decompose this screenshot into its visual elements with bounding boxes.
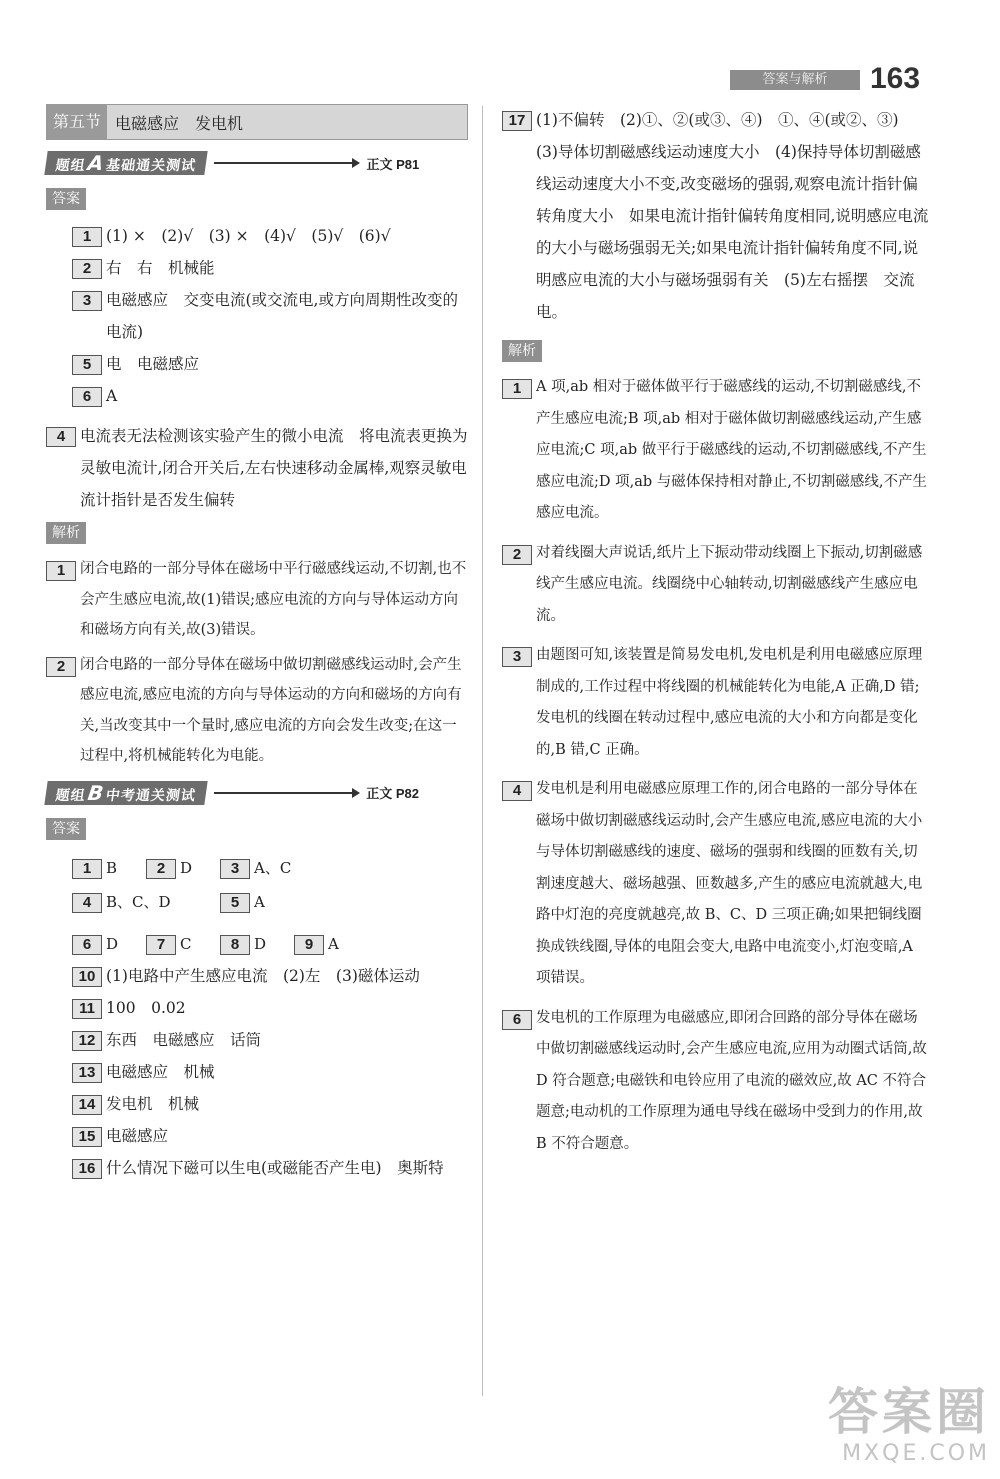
section-title	[46, 104, 468, 140]
item-number: 2	[46, 657, 76, 677]
group-a-header	[46, 150, 468, 176]
watermark-top: 答案圈	[828, 1383, 990, 1441]
group-b-letter: B	[86, 780, 106, 805]
item-text: A	[254, 892, 265, 911]
answers-b	[46, 960, 468, 1184]
list-item	[72, 1024, 468, 1056]
item-number: 6	[72, 935, 102, 955]
item-text: 发电机的工作原理为电磁感应,即闭合回路的部分导体在磁场中做切割磁感线运动时,会产生感应电流,应用为动圈式话筒,故 D 符合题意;电磁铁和电铃应用了电流的磁效应,故 AC 不符合题意;电动机的工作原理为通电导线在磁场中受到力的作用,故 B 不符合题意。	[536, 1009, 927, 1152]
answer-tag: 答案	[46, 818, 86, 840]
left-column	[46, 104, 468, 1184]
item-number: 2	[146, 859, 176, 879]
item-text: A 项,ab 相对于磁体做平行于磁感线的运动,不切割磁感线,不产生感应电流;B 项,ab 相对于磁体做切割磁感线运动,产生感应电流;C 项,ab 做平行于磁感线的运动,不切割磁感线,不产生感应电流;D 项,ab 与磁体保持相对静止,不切割磁感线,不产生感应电流。	[536, 379, 927, 521]
item-text: B	[106, 858, 118, 877]
watermark-logo	[750, 1383, 990, 1473]
item-text: D	[254, 934, 267, 953]
explain-tag: 解析	[46, 522, 86, 544]
answer-grid-cell	[146, 928, 220, 960]
answer-grid-cell	[220, 886, 294, 918]
answers-a	[46, 220, 468, 412]
list-item	[72, 1056, 468, 1088]
item-text: 由题图可知,该装置是简易发电机,发电机是利用电磁感应原理制成的,工作过程中将线圈的机械能转化为电能,A 正确,D 错;发电机的线圈在转动过程中,感应电流的大小和方向都是变化的,B 错,C 正确。	[536, 647, 923, 758]
item-number: 8	[220, 935, 250, 955]
answer-17	[502, 104, 930, 328]
item-number: 1	[72, 227, 102, 247]
list-item	[46, 650, 468, 772]
list-item	[72, 252, 468, 284]
list-item	[72, 220, 468, 252]
item-text: A	[106, 387, 118, 405]
list-item	[502, 774, 930, 995]
item-number: 5	[72, 355, 102, 375]
item-text: 什么情况下磁可以生电(或磁能否产生电) 奥斯特	[106, 1158, 444, 1177]
list-item	[502, 640, 930, 766]
item-number: 2	[502, 545, 532, 565]
group-a-ref: 正文 P81	[366, 156, 420, 172]
list-item	[72, 960, 468, 992]
item-text: 电磁感应	[106, 1126, 169, 1145]
list-item	[72, 1120, 468, 1152]
item-text: 对着线圈大声说话,纸片上下振动带动线圈上下振动,切割磁感线产生感应电流。线圈绕中心轴转动,切割磁感线产生感应电流。	[536, 544, 923, 624]
group-a-badge	[44, 151, 208, 175]
explain-b	[502, 372, 930, 1160]
item-number: 10	[72, 967, 102, 987]
item-number: 9	[294, 935, 324, 955]
answer-grid-cell	[72, 928, 146, 960]
column-divider	[482, 106, 483, 1396]
item-number: 16	[72, 1159, 102, 1179]
list-item	[46, 554, 468, 646]
item-text: 发电机 机械	[106, 1094, 200, 1113]
arrow-icon	[214, 792, 354, 794]
item-text: (1)不偏转 (2)①、②(或③、④) ①、④(或②、③) (3)导体切割磁感线运动速度大小 (4)保持导体切割磁感线运动速度大小不变,改变磁场的强弱,观察电流计指针偏转角度大小 如果电流计指针偏转角度相同,说明感应电流的大小与磁场强弱无关;如果电流计指针偏转角度不同,说明感应电流的大小与磁场强弱有关 (5)左右摇摆 交流电。	[536, 111, 929, 321]
explain-tag: 解析	[502, 340, 542, 362]
item-text: 东西 电磁感应 话筒	[106, 1030, 262, 1049]
item-text: 右 右 机械能	[106, 259, 215, 277]
group-a-pre: 题组	[54, 158, 87, 174]
watermark-bottom: MXQE.COM	[842, 1441, 990, 1466]
answer-grid-cell	[220, 852, 294, 884]
item-text: 闭合电路的一部分导体在磁场中平行磁感线运动,不切割,也不会产生感应电流,故(1)错误;感应电流的方向与导体运动方向和磁场方向有关,故(3)错误。	[80, 561, 467, 638]
group-b-post: 中考通关测试	[104, 787, 197, 804]
item-text: 电磁感应 交变电流(或交流电,或方向周期性改变的电流)	[106, 291, 458, 341]
item-text: B、C、D	[106, 892, 171, 911]
page-number: 163	[870, 62, 921, 95]
item-number: 5	[220, 893, 250, 913]
group-a-letter: A	[86, 151, 107, 175]
item-number: 3	[220, 859, 250, 879]
item-number: 6	[502, 1010, 532, 1030]
item-number: 4	[502, 781, 532, 801]
answer-grid-cell	[72, 852, 146, 884]
answer-grid-row	[46, 886, 468, 918]
item-text: A、C	[254, 858, 292, 877]
section-name: 电磁感应 发电机	[115, 113, 244, 133]
list-item	[502, 372, 930, 530]
item-number: 4	[46, 427, 76, 447]
right-column	[502, 104, 930, 1168]
item-number: 3	[502, 647, 532, 667]
section-number: 第五节	[47, 105, 107, 139]
list-item	[502, 1003, 930, 1161]
item-number: 13	[72, 1063, 102, 1083]
list-item	[72, 1088, 468, 1120]
item-number: 1	[502, 379, 532, 399]
arrow-icon	[214, 162, 354, 164]
item-number: 1	[46, 561, 76, 581]
item-text: 100 0.02	[106, 998, 186, 1017]
answer-grid-cell	[72, 886, 220, 918]
item-number: 4	[72, 893, 102, 913]
answer-4	[46, 420, 468, 516]
item-number: 1	[72, 859, 102, 879]
answer-tag: 答案	[46, 188, 86, 210]
answer-grid-cell	[294, 928, 368, 960]
item-text: 电磁感应 机械	[106, 1062, 215, 1081]
answer-grid-row	[46, 852, 468, 884]
item-number: 2	[72, 259, 102, 279]
list-item	[72, 992, 468, 1024]
item-number: 3	[72, 291, 102, 311]
item-text: 发电机是利用电磁感应原理工作的,闭合电路的一部分导体在磁场中做切割磁感线运动时,会产生感应电流,感应电流的大小与导体切割磁感线的速度、磁场的强弱和线圈的匝数有关,切割速度越大、磁场越强、匝数越多,产生的感应电流就越大,电路中灯泡的亮度就越亮,故 B、C、D 三项正确;如果把铜线圈换成铁线圈,导体的电阻会变大,电路中电流变小,灯泡变暗,A 项错误。	[536, 781, 923, 986]
item-number: 15	[72, 1127, 102, 1147]
answer-grid-row	[46, 928, 468, 960]
list-item	[72, 284, 468, 348]
explain-a	[46, 554, 468, 772]
list-item	[72, 348, 468, 380]
item-text: D	[106, 934, 119, 953]
item-number: 11	[72, 999, 102, 1019]
page-header	[730, 62, 921, 96]
group-a-post: 基础通关测试	[104, 158, 198, 174]
item-text: D	[180, 858, 193, 877]
item-number: 14	[72, 1095, 102, 1115]
item-text: C	[180, 934, 192, 953]
group-b-pre: 题组	[54, 787, 87, 804]
item-number: 17	[502, 111, 532, 131]
item-text: A	[328, 934, 339, 953]
item-text: 电 电磁感应	[106, 355, 200, 373]
group-b-badge	[44, 781, 208, 805]
header-tag: 答案与解析	[730, 70, 860, 90]
item-text: 电流表无法检测该实验产生的微小电流 将电流表更换为灵敏电流计,闭合开关后,左右快速移动金属棒,观察灵敏电流计指针是否发生偏转	[80, 427, 468, 509]
item-number: 6	[72, 387, 102, 407]
item-text: (1) × (2)√ (3) × (4)√ (5)√ (6)√	[106, 227, 391, 245]
item-text: (1)电路中产生感应电流 (2)左 (3)磁体运动	[106, 966, 420, 985]
list-item	[72, 1152, 468, 1184]
list-item	[72, 380, 468, 412]
answer-grid-cell	[220, 928, 294, 960]
answer-grid	[46, 852, 468, 960]
group-b-header	[46, 780, 468, 806]
item-number: 12	[72, 1031, 102, 1051]
group-b-ref: 正文 P82	[366, 786, 419, 801]
list-item	[502, 538, 930, 633]
item-number: 7	[146, 935, 176, 955]
item-text: 闭合电路的一部分导体在磁场中做切割磁感线运动时,会产生感应电流,感应电流的方向与导体运动的方向和磁场的方向有关,当改变其中一个量时,感应电流的方向会发生改变;在这一过程中,将机械能转化为电能。	[80, 656, 462, 764]
answer-grid-cell	[146, 852, 220, 884]
